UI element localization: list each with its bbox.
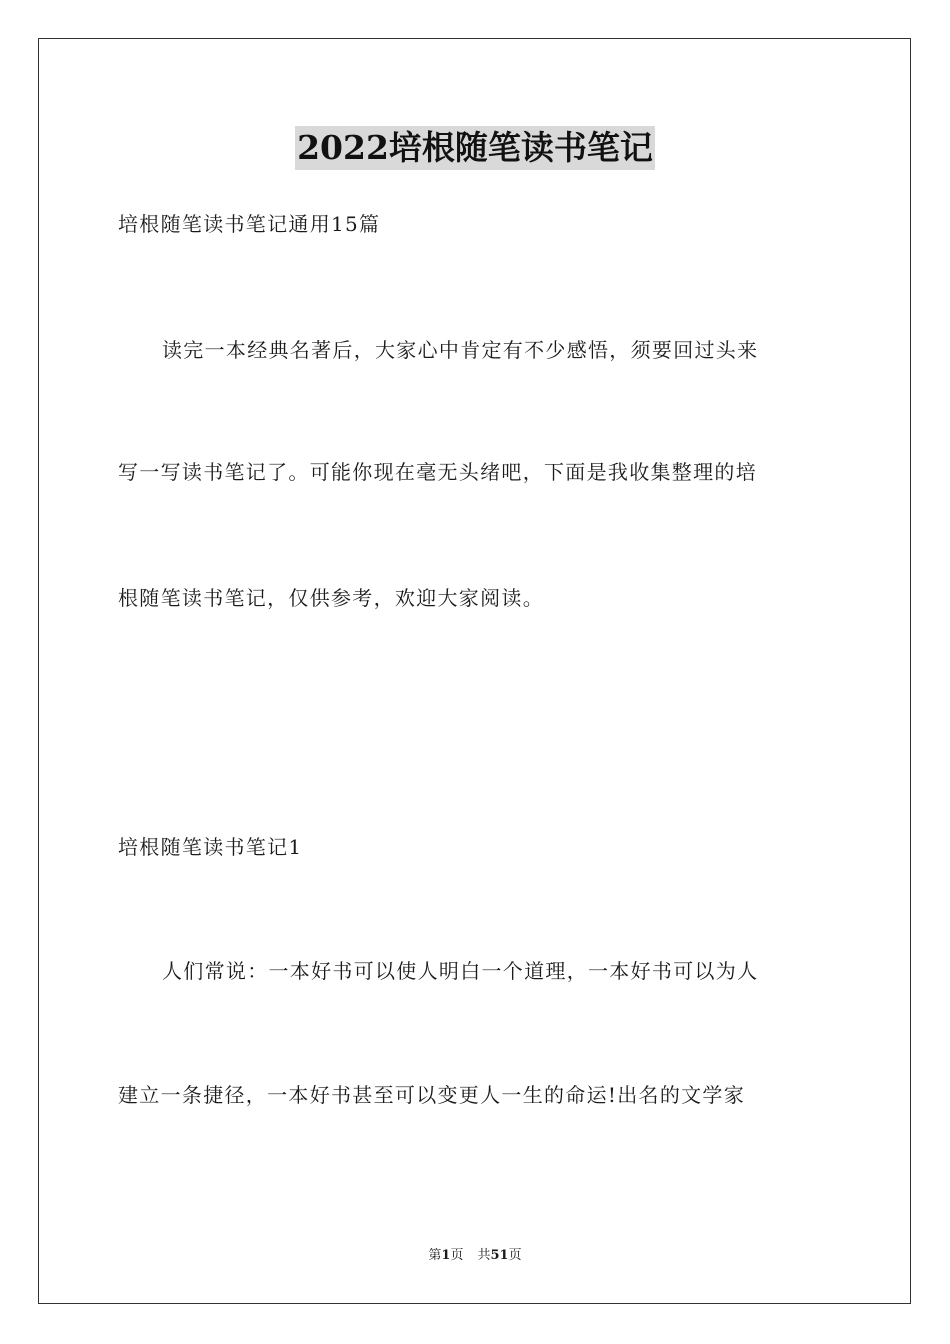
intro-paragraph-line: 写一写读书笔记了。可能你现在毫无头绪吧，下面是我收集整理的培: [118, 460, 757, 484]
title-container: [0, 126, 950, 170]
page-prefix: 第: [428, 1248, 442, 1263]
document-subtitle: 培根随笔读书笔记通用15篇: [118, 212, 381, 236]
total-prefix: 共: [477, 1248, 491, 1263]
intro-paragraph-line: 读完一本经典名著后，大家心中肯定有不少感悟，须要回过头来: [162, 338, 759, 362]
total-pages: 51: [490, 1248, 509, 1263]
page-footer: [0, 1247, 950, 1265]
section-heading: 培根随笔读书笔记1: [118, 835, 303, 859]
page-number: 1: [441, 1248, 451, 1263]
total-suffix: 页: [508, 1248, 522, 1263]
intro-paragraph-line: 根随笔读书笔记，仅供参考，欢迎大家阅读。: [118, 586, 544, 610]
section-paragraph-line: 人们常说：一本好书可以使人明白一个道理，一本好书可以为人: [162, 959, 759, 983]
page-suffix: 页: [450, 1248, 464, 1263]
section-paragraph-line: 建立一条捷径，一本好书甚至可以变更人一生的命运!出名的文学家: [118, 1083, 746, 1107]
document-title: 2022培根随笔读书笔记: [295, 126, 655, 170]
